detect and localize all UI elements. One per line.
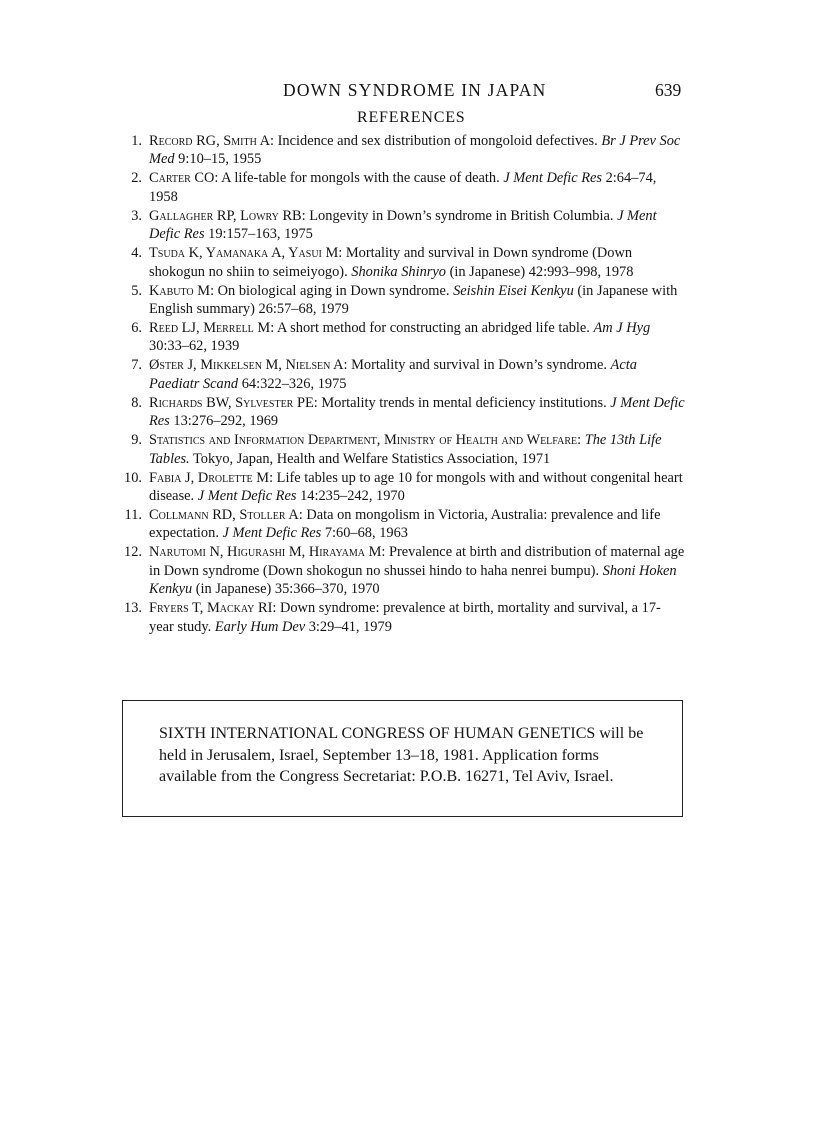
reference-number: 1. (131, 133, 142, 149)
reference-authors: Fryers T, Mackay RI (149, 600, 273, 617)
reference-authors: Narutomi N, Higurashi M, Hirayama M (149, 544, 382, 561)
reference-item (122, 282, 685, 319)
reference-citation: 9:10–15, 1955 (174, 151, 262, 168)
reference-citation: 14:235–242, 1970 (296, 488, 405, 505)
reference-title: : Down syndrome: prevalence at birth, mortality and survival, a 17-year study. (149, 600, 661, 635)
reference-item (122, 469, 685, 506)
references-heading: REFERENCES (357, 109, 466, 126)
reference-item (122, 169, 685, 206)
reference-item (122, 319, 685, 356)
reference-title: : On biological aging in Down syndrome. (210, 282, 454, 299)
page-number: 639 (655, 80, 682, 100)
reference-journal: Seishin Eisei Kenkyu (453, 282, 574, 299)
reference-citation: 2:64–74, 1958 (149, 170, 657, 205)
reference-journal: J Ment Defic Res (149, 394, 685, 430)
reference-item (122, 394, 685, 431)
congress-notice-text: SIXTH INTERNATIONAL CONGRESS OF HUMAN GENETICS will be held in Jerusalem, Israel, September 13–18, 1981. Application forms available from the Congress Secretariat: P.O.B. 16271, Tel Aviv, Israel. (159, 725, 644, 785)
reference-journal: J Ment Defic Res (197, 488, 297, 505)
reference-citation: (in Japanese) 42:993–998, 1978 (446, 263, 634, 280)
reference-authors: Richards BW, Sylvester PE (149, 394, 314, 411)
reference-citation: 19:157–163, 1975 (204, 226, 313, 243)
reference-item (122, 132, 685, 169)
reference-number: 3. (131, 207, 142, 224)
reference-title: : (577, 432, 585, 449)
reference-authors: Gallagher RP, Lowry RB (149, 207, 302, 224)
reference-title: : Mortality trends in mental deficiency institutions. (313, 394, 611, 411)
reference-number: 5. (131, 282, 142, 299)
reference-citation: 13:276–292, 1969 (169, 413, 279, 430)
reference-journal: Br J Prev Soc Med (149, 133, 681, 168)
reference-item (122, 207, 685, 244)
reference-item (122, 431, 685, 468)
reference-title: : Life tables up to age 10 for mongols with and without congenital heart disease. (149, 469, 683, 505)
reference-item (122, 356, 685, 393)
running-title: DOWN SYNDROME IN JAPAN (283, 80, 547, 100)
reference-title: : Mortality and survival in Down’s syndrome. (343, 357, 611, 374)
reference-journal: The 13th Life Tables. (149, 432, 662, 467)
reference-number: 7. (131, 357, 142, 374)
reference-title: : Longevity in Down’s syndrome in British Columbia. (301, 207, 618, 224)
reference-title: : Data on mongolism in Victoria, Australia: prevalence and life expectation. (149, 507, 661, 542)
reference-number: 9. (131, 432, 142, 449)
reference-journal: J Ment Defic Res (149, 207, 657, 243)
reference-number: 11. (124, 507, 142, 524)
reference-journal: Acta Paediatr Scand (149, 357, 637, 392)
reference-journal: Am J Hyg (593, 320, 651, 337)
reference-number: 6. (131, 320, 142, 337)
reference-journal: Early Hum Dev (214, 618, 306, 635)
reference-number: 8. (131, 394, 142, 411)
reference-authors: Tsuda K, Yamanaka A, Yasui M (149, 245, 339, 262)
reference-citation: 64:322–326, 1975 (238, 375, 347, 392)
reference-citation: 3:29–41, 1979 (305, 618, 392, 635)
reference-authors: Reed LJ, Merrell M (149, 320, 271, 337)
reference-authors: Kabuto M (149, 282, 211, 299)
reference-title: : Incidence and sex distribution of mongoloid defectives. (270, 133, 602, 149)
reference-authors: Record RG, Smith A (149, 133, 271, 149)
reference-list (122, 132, 685, 637)
reference-authors: Øster J, Mikkelsen M, Nielsen A (149, 357, 344, 374)
reference-journal: Shoni Hoken Kenkyu (149, 562, 677, 598)
reference-number: 4. (131, 245, 142, 262)
reference-citation: Tokyo, Japan, Health and Welfare Statistics Association, 1971 (189, 450, 551, 467)
reference-title: : A short method for constructing an abridged life table. (270, 320, 594, 337)
reference-title: : Mortality and survival in Down syndrome (Down shokogun no shiin to seimeiyogo). (149, 245, 633, 280)
reference-item (122, 599, 685, 636)
congress-notice-box (122, 700, 683, 817)
reference-citation: (in Japanese with English summary) 26:57–68, 1979 (149, 282, 678, 318)
reference-authors: Collmann RD, Stoller A (149, 507, 299, 524)
reference-authors: Statistics and Information Department, Ministry of Health and Welfare (149, 432, 578, 449)
reference-authors: Carter CO (149, 170, 215, 187)
reference-item (122, 244, 685, 281)
reference-authors: Fabia J, Drolette M (149, 469, 270, 486)
reference-citation: 7:60–68, 1963 (321, 525, 408, 542)
reference-journal: J Ment Defic Res (503, 170, 603, 187)
reference-title: : Prevalence at birth and distribution of maternal age in Down syndrome (Down shokogun no shussei hindo to haha nenrei bumpu). (149, 544, 685, 579)
reference-number: 10. (124, 469, 142, 486)
reference-journal: J Ment Defic Res (222, 525, 322, 542)
reference-item (122, 506, 685, 543)
reference-number: 12. (124, 544, 142, 561)
reference-citation: 30:33–62, 1939 (149, 338, 240, 355)
reference-number: 2. (131, 170, 142, 187)
reference-item (122, 543, 685, 598)
reference-citation: (in Japanese) 35:366–370, 1970 (192, 581, 380, 598)
reference-title: : A life-table for mongols with the cause of death. (214, 170, 504, 187)
reference-number: 13. (124, 600, 142, 617)
reference-journal: Shonika Shinryo (351, 263, 446, 280)
